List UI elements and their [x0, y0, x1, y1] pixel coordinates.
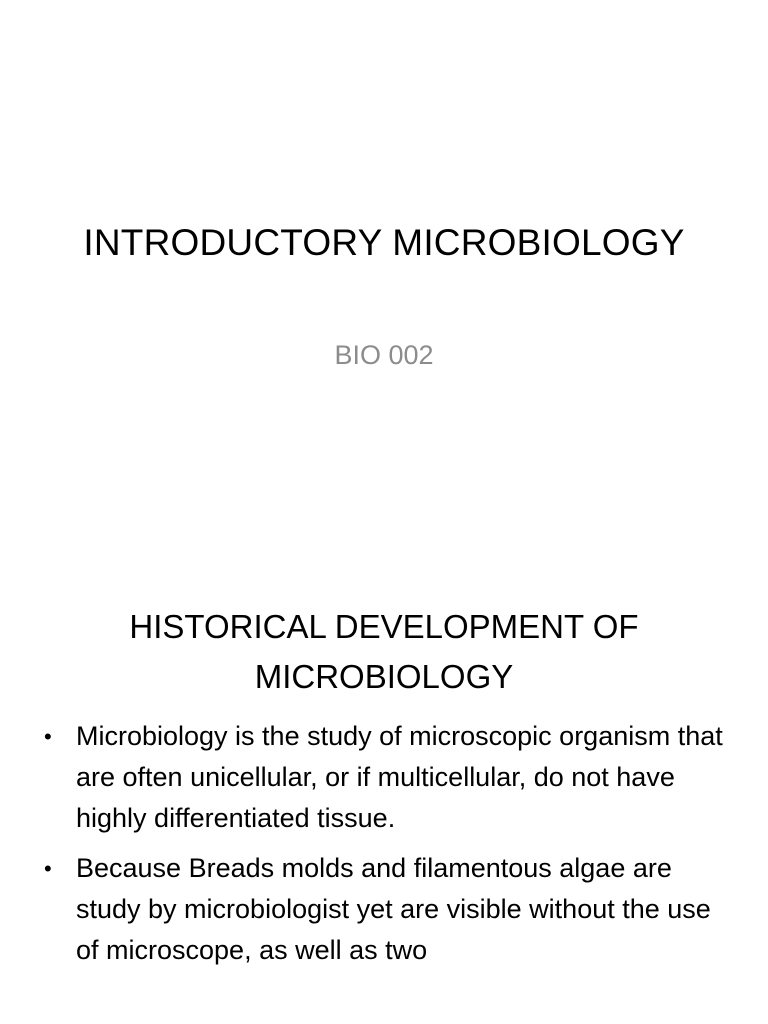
bullet-marker: •	[44, 724, 52, 749]
list-item	[42, 848, 732, 971]
slide-subtitle: BIO 002	[334, 340, 434, 370]
bullet-marker: •	[44, 856, 52, 881]
bullet-text: Because Breads molds and filamentous algae are study by microbiologist yet are visible without the use of microscope, as well as two	[76, 853, 711, 965]
section-heading-line-2: MICROBIOLOGY	[254, 658, 514, 695]
section-heading	[60, 602, 708, 702]
list-item	[42, 716, 732, 839]
bullet-list	[42, 716, 732, 980]
bullet-text: Microbiology is the study of microscopic organism that are often unicellular, or if multicellular, do not have highly differentiated tissue.	[76, 721, 723, 833]
section-heading-line-1: HISTORICAL DEVELOPMENT OF	[129, 608, 639, 645]
slide-title: INTRODUCTORY MICROBIOLOGY	[83, 222, 685, 263]
